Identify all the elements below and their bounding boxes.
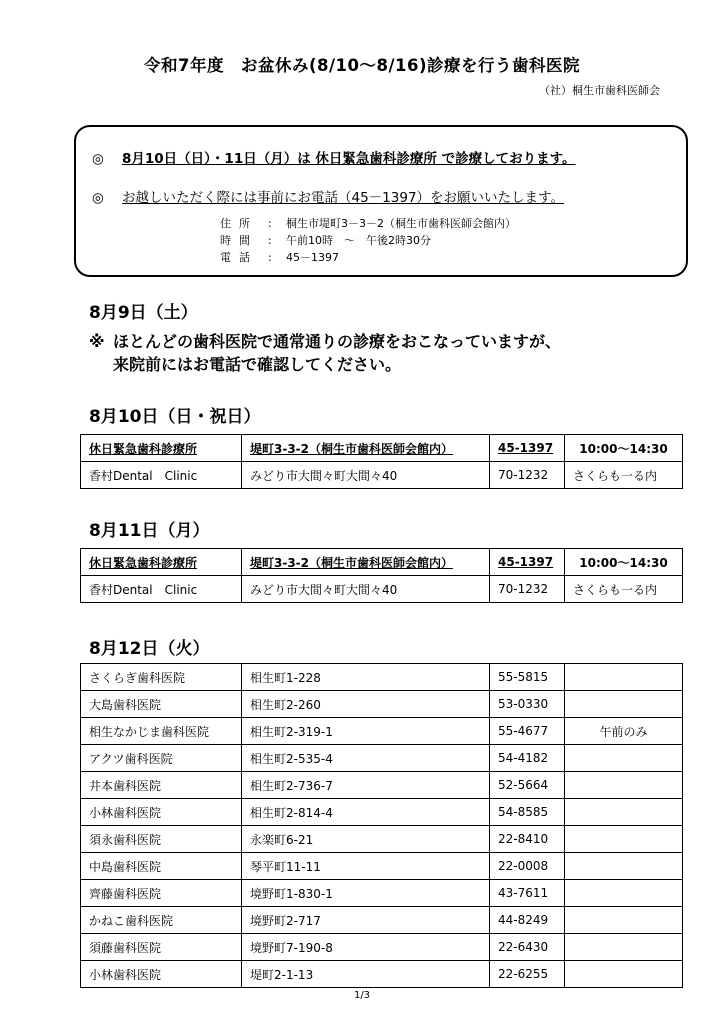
info-value: 午前10時 ～ 午後2時30分 — [286, 234, 431, 247]
notice-box — [74, 125, 688, 277]
issuer-org: （社）桐生市歯科医師会 — [539, 84, 660, 97]
info-value: 45－1397 — [286, 251, 339, 264]
clinic-address: 堤町3-3-2（桐生市歯科医師会館内） — [242, 549, 490, 576]
clinic-note: さくらも一る内 — [565, 462, 683, 489]
table-row — [81, 880, 683, 907]
table-row — [81, 718, 683, 745]
clinic-phone: 70-1232 — [490, 462, 565, 489]
clinic-phone: 43-7611 — [490, 880, 565, 907]
page-number: 1/3 — [353, 990, 371, 1001]
clinic-address: 相生町2-814-4 — [242, 799, 490, 826]
info-label: 住所 — [220, 217, 258, 230]
table-row — [81, 961, 683, 988]
clinic-name: 小林歯科医院 — [81, 961, 242, 988]
clinic-phone: 22-8410 — [490, 826, 565, 853]
clinic-name: 中島歯科医院 — [81, 853, 242, 880]
clinic-note — [565, 853, 683, 880]
info-row-hours — [220, 232, 516, 249]
clinic-phone: 22-6430 — [490, 934, 565, 961]
clinic-name: 齊藤歯科医院 — [81, 880, 242, 907]
clinic-name: 休日緊急歯科診療所 — [81, 549, 242, 576]
clinic-note — [565, 880, 683, 907]
clinic-address: みどり市大間々町大間々40 — [242, 462, 490, 489]
clinic-phone: 22-6255 — [490, 961, 565, 988]
clinic-phone: 55-4677 — [490, 718, 565, 745]
table-row — [81, 691, 683, 718]
clinic-note: さくらも一る内 — [565, 576, 683, 603]
table-row — [81, 435, 683, 462]
clinic-address: 琴平町11-11 — [242, 853, 490, 880]
clinic-phone: 45-1397 — [490, 435, 565, 462]
table-row — [81, 462, 683, 489]
clinic-address: 相生町2-319-1 — [242, 718, 490, 745]
note-line-1: ほとんどの歯科医院で通常通りの診療をおこなっていますが、 — [113, 332, 562, 351]
notice-line-2 — [92, 186, 564, 206]
info-label: 時間 — [220, 234, 258, 247]
table-row — [81, 826, 683, 853]
clinic-phone: 45-1397 — [490, 549, 565, 576]
heading-aug9: 8月9日（土） — [89, 303, 198, 323]
clinic-note — [565, 826, 683, 853]
clinic-address: 相生町2-736-7 — [242, 772, 490, 799]
info-colon: : — [268, 217, 272, 230]
clinic-note: 午前のみ — [565, 718, 683, 745]
heading-aug10: 8月10日（日・祝日） — [89, 407, 261, 427]
clinic-phone: 22-0008 — [490, 853, 565, 880]
clinic-note — [565, 934, 683, 961]
clinic-note — [565, 745, 683, 772]
clinic-note — [565, 664, 683, 691]
heading-aug11: 8月11日（月） — [89, 521, 210, 541]
clinic-name: 井本歯科医院 — [81, 772, 242, 799]
double-circle-icon: ◎ — [92, 151, 104, 167]
info-row-address — [220, 215, 516, 232]
clinic-phone: 53-0330 — [490, 691, 565, 718]
clinic-name: 相生なかじま歯科医院 — [81, 718, 242, 745]
clinic-note: 10:00～14:30 — [565, 549, 683, 576]
clinic-info — [220, 215, 516, 266]
info-colon: : — [268, 251, 272, 264]
clinic-name: さくらぎ歯科医院 — [81, 664, 242, 691]
clinic-name: かねこ歯科医院 — [81, 907, 242, 934]
clinic-address: 堤町2-1-13 — [242, 961, 490, 988]
clinic-phone: 44-8249 — [490, 907, 565, 934]
table-row — [81, 772, 683, 799]
clinic-address: 境野町1-830-1 — [242, 880, 490, 907]
schedule-table-aug11 — [80, 548, 683, 603]
clinic-phone: 52-5664 — [490, 772, 565, 799]
notice-text-1: 8月10日（日）・11日（月）は 休日緊急歯科診療所 で診療しております。 — [122, 151, 576, 167]
clinic-note — [565, 691, 683, 718]
clinic-name: 須藤歯科医院 — [81, 934, 242, 961]
document-title: 令和7年度 お盆休み(8/10～8/16)診療を行う歯科医院 — [144, 56, 580, 75]
clinic-phone: 54-8585 — [490, 799, 565, 826]
clinic-name: アクツ歯科医院 — [81, 745, 242, 772]
info-colon: : — [268, 234, 272, 247]
clinic-name: 大島歯科医院 — [81, 691, 242, 718]
note-line-2: 来院前にはお電話で確認してください。 — [113, 355, 402, 374]
table-row — [81, 907, 683, 934]
clinic-note — [565, 772, 683, 799]
clinic-name: 香村Dental Clinic — [81, 576, 242, 603]
clinic-address: みどり市大間々町大間々40 — [242, 576, 490, 603]
double-circle-icon: ◎ — [92, 190, 104, 206]
clinic-name: 休日緊急歯科診療所 — [81, 435, 242, 462]
clinic-phone: 70-1232 — [490, 576, 565, 603]
clinic-note: 10:00～14:30 — [565, 435, 683, 462]
clinic-address: 相生町2-260 — [242, 691, 490, 718]
table-row — [81, 549, 683, 576]
info-row-phone — [220, 249, 516, 266]
table-row — [81, 934, 683, 961]
clinic-address: 相生町1-228 — [242, 664, 490, 691]
info-value: 桐生市堤町3－3－2（桐生市歯科医師会館内） — [286, 217, 516, 230]
table-row — [81, 664, 683, 691]
schedule-table-aug10 — [80, 434, 683, 489]
clinic-address: 相生町2-535-4 — [242, 745, 490, 772]
clinic-name: 香村Dental Clinic — [81, 462, 242, 489]
clinic-address: 境野町2-717 — [242, 907, 490, 934]
table-row — [81, 799, 683, 826]
clinic-phone: 54-4182 — [490, 745, 565, 772]
reference-mark-icon: ※ — [89, 332, 105, 351]
table-row — [81, 745, 683, 772]
schedule-table-aug12 — [80, 663, 683, 988]
clinic-note — [565, 799, 683, 826]
clinic-name: 小林歯科医院 — [81, 799, 242, 826]
notice-text-2: お越しいただく際には事前にお電話（45－1397）をお願いいたします。 — [122, 190, 564, 206]
clinic-address: 境野町7-190-8 — [242, 934, 490, 961]
notice-line-1 — [92, 147, 576, 167]
aug9-note — [89, 330, 561, 376]
clinic-note — [565, 907, 683, 934]
clinic-note — [565, 961, 683, 988]
clinic-address: 堤町3-3-2（桐生市歯科医師会館内） — [242, 435, 490, 462]
info-label: 電話 — [220, 251, 258, 264]
clinic-name: 須永歯科医院 — [81, 826, 242, 853]
clinic-phone: 55-5815 — [490, 664, 565, 691]
table-row — [81, 576, 683, 603]
heading-aug12: 8月12日（火） — [89, 639, 210, 659]
clinic-address: 永楽町6-21 — [242, 826, 490, 853]
table-row — [81, 853, 683, 880]
